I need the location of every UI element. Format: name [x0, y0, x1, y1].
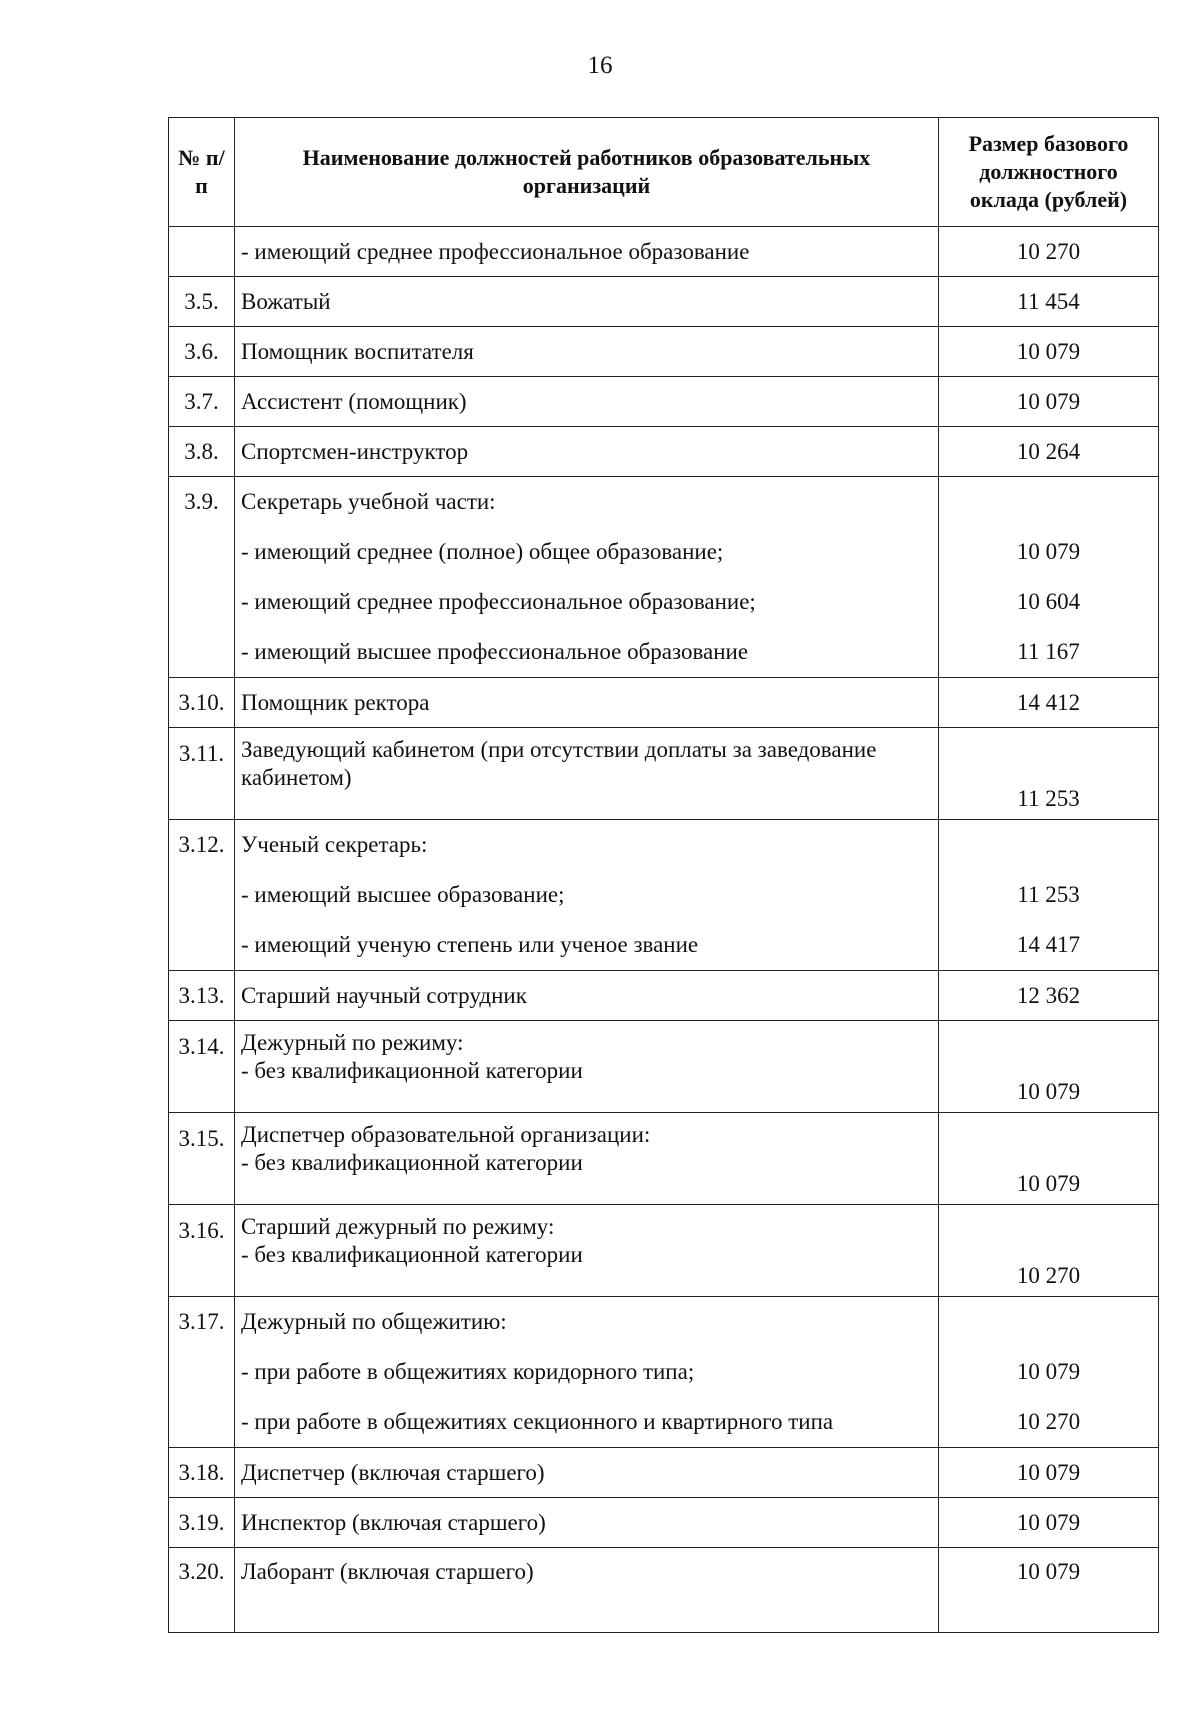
position-name: Помощник воспитателя	[235, 327, 939, 377]
table-row	[169, 820, 1159, 971]
row-number: 3.8.	[169, 427, 235, 477]
row-number: 3.19.	[169, 1498, 235, 1548]
table-row	[169, 1297, 1159, 1448]
position-name: Диспетчер (включая старшего)	[235, 1448, 939, 1498]
salary-value: 11 454	[939, 277, 1159, 327]
position-name-group	[235, 1205, 939, 1297]
salary-value: 10 079	[939, 377, 1159, 427]
table-row	[169, 477, 1159, 678]
salary-value-group	[939, 1297, 1159, 1448]
position-name: Ученый секретарь:	[241, 832, 428, 857]
sub-position-name: - при работе в общежитиях секционного и квартирного типа	[241, 1409, 834, 1434]
salary-value: 11 167	[1017, 639, 1080, 664]
sub-position-name: - без квалификационной категории	[241, 1242, 583, 1267]
table-row	[169, 1021, 1159, 1113]
salary-value: 11 253	[939, 728, 1159, 820]
row-number: 3.15.	[169, 1113, 235, 1205]
position-name: Дежурный по общежитию:	[241, 1309, 507, 1334]
table-row	[169, 277, 1159, 327]
position-name: Диспетчер образовательной организации:	[241, 1122, 651, 1147]
row-number: 3.6.	[169, 327, 235, 377]
table-row	[169, 1113, 1159, 1205]
table-row	[169, 728, 1159, 820]
row-number	[169, 227, 235, 277]
row-number: 3.9.	[169, 477, 235, 678]
salary-value-group	[939, 477, 1159, 678]
salary-value: 10 270	[939, 227, 1159, 277]
row-number: 3.20.	[169, 1548, 235, 1633]
salary-value: 10 079	[939, 1548, 1159, 1633]
sub-position-name: - имеющий высшее профессиональное образование	[241, 639, 749, 664]
position-name: Помощник ректора	[235, 678, 939, 728]
salary-value: 10 079	[1016, 539, 1081, 564]
sub-position-name: - имеющий высшее образование;	[241, 882, 565, 907]
row-number: 3.7.	[169, 377, 235, 427]
position-name: Старший дежурный по режиму:	[241, 1214, 555, 1239]
table-row	[169, 327, 1159, 377]
position-name-group	[235, 1297, 939, 1448]
salary-value: 10 079	[939, 1448, 1159, 1498]
salary-value: 10 264	[939, 427, 1159, 477]
sub-position-name: - имеющий ученую степень или ученое звание	[241, 932, 699, 957]
salary-value: 14 412	[939, 678, 1159, 728]
header-num: № п/п	[169, 118, 235, 227]
position-name-group	[235, 477, 939, 678]
salary-value: 10 079	[939, 327, 1159, 377]
salary-value: 12 362	[939, 971, 1159, 1021]
salary-value: 10 079	[1016, 1359, 1081, 1384]
salary-value: 10 079	[939, 1113, 1159, 1205]
salary-value	[945, 477, 1152, 527]
table-row	[169, 377, 1159, 427]
sub-position-name: - при работе в общежитиях коридорного типа;	[241, 1359, 695, 1384]
header-salary: Размер базового должностного оклада (рублей)	[939, 118, 1159, 227]
sub-position-name: - без квалификационной категории	[241, 1150, 583, 1175]
position-name: Старший научный сотрудник	[235, 971, 939, 1021]
salary-value	[945, 820, 1152, 870]
salary-value: 11 253	[1017, 882, 1080, 907]
salary-value: 10 079	[939, 1498, 1159, 1548]
position-name-group	[235, 820, 939, 971]
row-number: 3.10.	[169, 678, 235, 728]
position-name: Спортсмен-инструктор	[235, 427, 939, 477]
row-number: 3.12.	[169, 820, 235, 971]
position-name-group	[235, 1113, 939, 1205]
table-row	[169, 427, 1159, 477]
page-number: 16	[587, 52, 613, 79]
sub-position-name: - имеющий среднее профессиональное образование;	[241, 589, 756, 614]
sub-position-name: - имеющий среднее (полное) общее образование;	[241, 539, 724, 564]
position-name-group	[235, 1021, 939, 1113]
salary-value: 10 270	[939, 1205, 1159, 1297]
salary-value	[945, 1297, 1152, 1347]
table-row	[169, 1448, 1159, 1498]
row-number: 3.18.	[169, 1448, 235, 1498]
table-row	[169, 678, 1159, 728]
salary-value: 14 417	[1016, 932, 1081, 957]
position-name: Заведующий кабинетом (при отсутствии доплаты за заведование кабинетом)	[235, 728, 939, 820]
position-name: Лаборант (включая старшего)	[235, 1548, 939, 1633]
row-number: 3.11.	[169, 728, 235, 820]
position-name: Дежурный по режиму:	[241, 1030, 464, 1055]
table-row	[169, 1548, 1159, 1633]
position-name: Ассистент (помощник)	[235, 377, 939, 427]
position-name: - имеющий среднее профессиональное образование	[235, 227, 939, 277]
table-header-row	[169, 118, 1159, 227]
header-name: Наименование должностей работников образовательных организаций	[235, 118, 939, 227]
row-number: 3.16.	[169, 1205, 235, 1297]
sub-position-name: - без квалификационной категории	[241, 1058, 583, 1083]
salary-value: 10 270	[1016, 1409, 1081, 1434]
position-name: Секретарь учебной части:	[241, 489, 496, 514]
salary-table	[168, 117, 1159, 1633]
row-number: 3.14.	[169, 1021, 235, 1113]
position-name: Инспектор (включая старшего)	[235, 1498, 939, 1548]
position-name: Вожатый	[235, 277, 939, 327]
row-number: 3.13.	[169, 971, 235, 1021]
table-row	[169, 1205, 1159, 1297]
row-number: 3.17.	[169, 1297, 235, 1448]
table-row	[169, 971, 1159, 1021]
table-row	[169, 1498, 1159, 1548]
salary-value: 10 079	[939, 1021, 1159, 1113]
salary-value: 10 604	[1016, 589, 1081, 614]
row-number: 3.5.	[169, 277, 235, 327]
table-row	[169, 227, 1159, 277]
salary-value-group	[939, 820, 1159, 971]
